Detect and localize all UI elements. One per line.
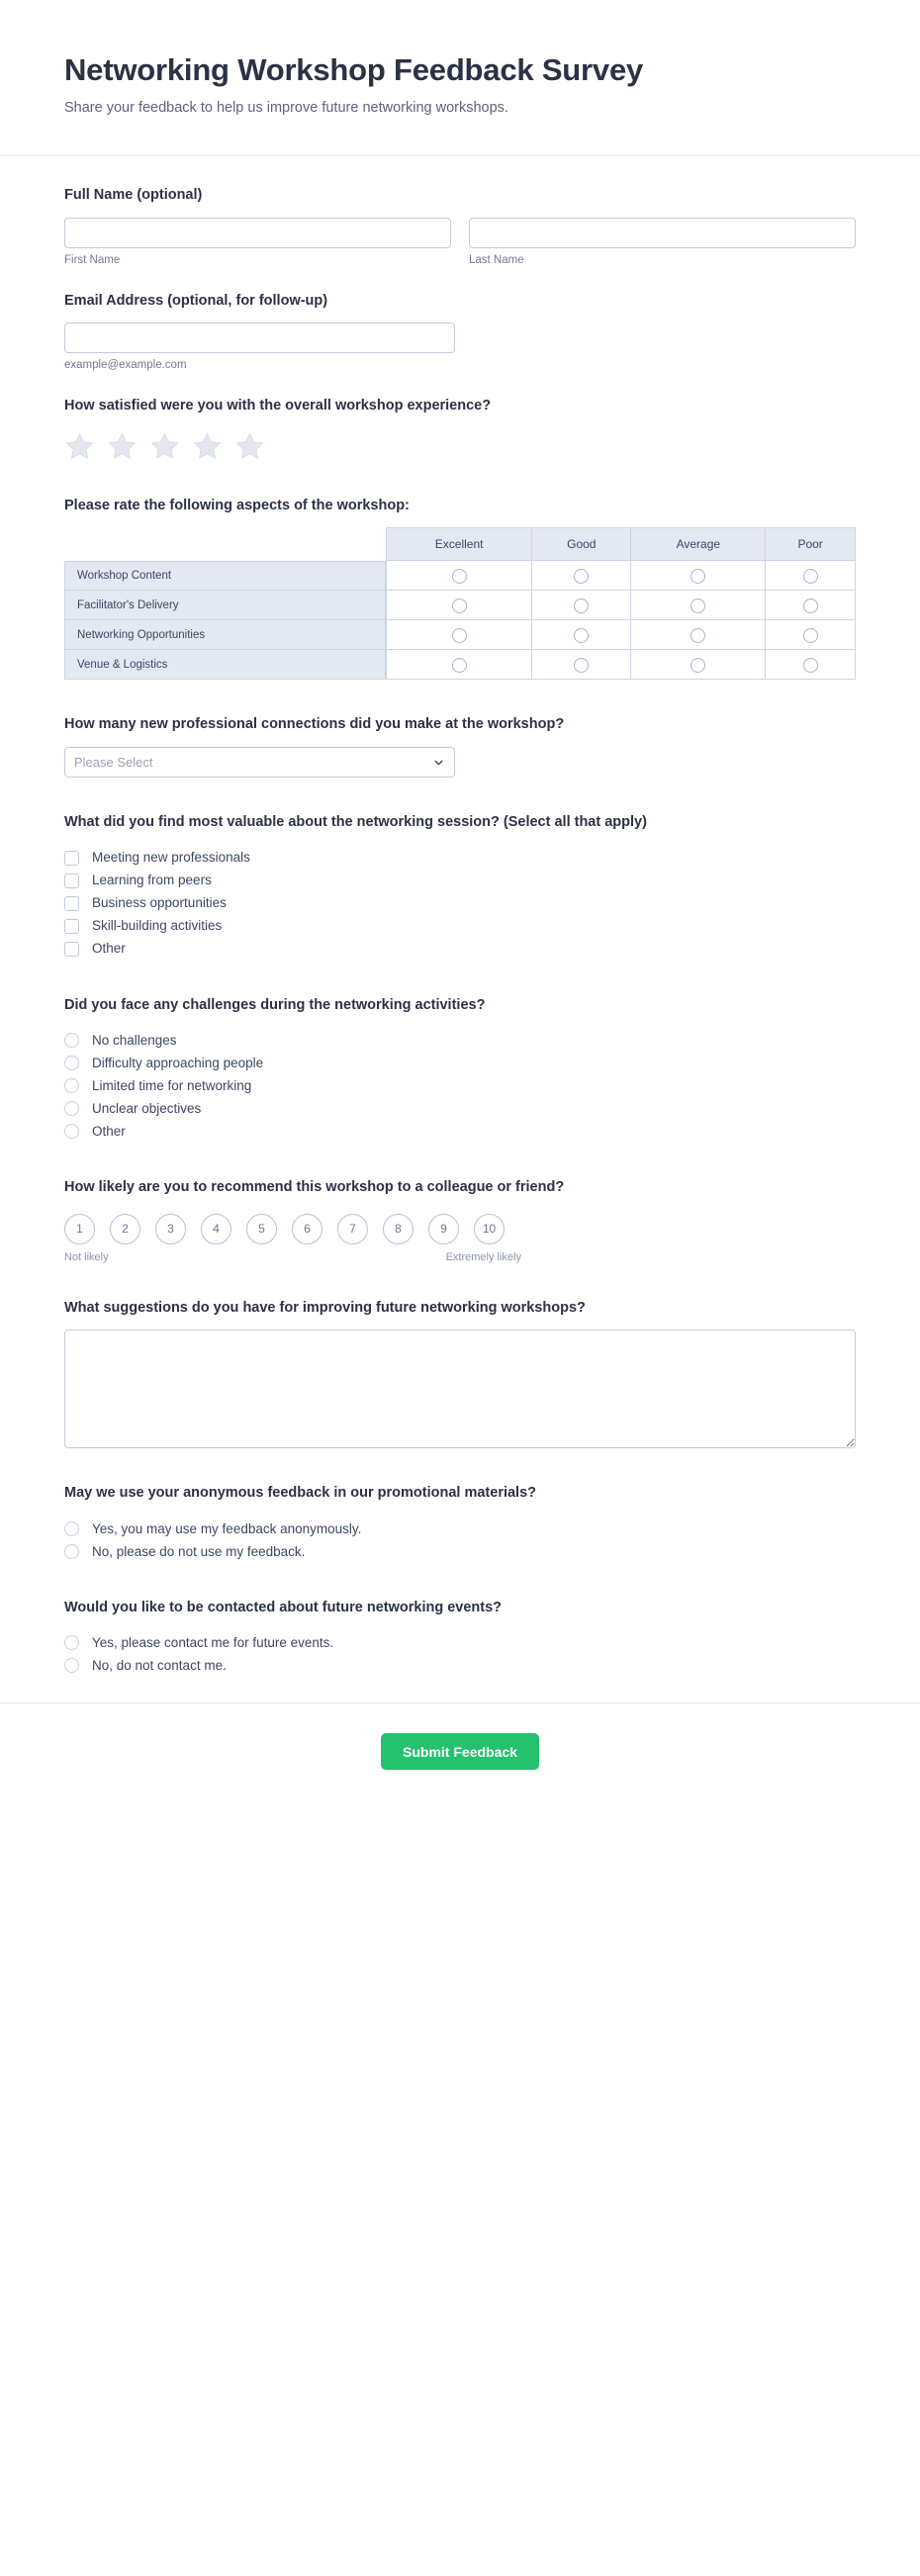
field-satisfaction-rating: [64, 397, 856, 461]
first-name-column: [64, 218, 451, 266]
checkbox-icon[interactable]: [64, 919, 79, 934]
email-column: [64, 322, 455, 371]
list-item[interactable]: [64, 1029, 856, 1052]
radio-icon[interactable]: [803, 569, 818, 584]
radio-icon[interactable]: [803, 628, 818, 643]
radio-label: Unclear objectives: [92, 1100, 202, 1116]
form-footer: [0, 1702, 920, 1807]
nps-high-label: Extremely likely: [445, 1250, 521, 1263]
contact-label: Would you like to be contacted about future networking events?: [64, 1599, 503, 1615]
radio-label: Yes, you may use my feedback anonymously.: [92, 1520, 362, 1536]
most-valuable-checkbox-group: [64, 845, 856, 961]
matrix-header: [64, 527, 856, 561]
radio-icon[interactable]: [64, 1124, 79, 1139]
email-label: Email Address (optional, for follow-up): [64, 292, 328, 309]
field-nps: [64, 1178, 856, 1263]
field-aspect-matrix: [64, 497, 856, 681]
matrix-cell-1-3[interactable]: [766, 591, 856, 620]
first-name-input[interactable]: [64, 218, 451, 248]
full-name-label: Full Name (optional): [64, 187, 203, 204]
last-name-sublabel: Last Name: [469, 253, 524, 266]
radio-icon[interactable]: [64, 1101, 79, 1116]
radio-icon[interactable]: [574, 628, 589, 643]
radio-icon[interactable]: [690, 569, 705, 584]
suggestions-textarea[interactable]: [64, 1330, 856, 1448]
radio-icon[interactable]: [64, 1635, 79, 1650]
matrix-col-average: Average: [631, 527, 766, 561]
matrix-col-poor: Poor: [766, 527, 856, 561]
matrix-row-label-2: Networking Opportunities: [64, 620, 386, 650]
matrix-header-row: [64, 527, 856, 561]
checkbox-label: Meeting new professionals: [92, 850, 250, 866]
page-title: Networking Workshop Feedback Survey: [64, 52, 644, 87]
list-item[interactable]: [64, 1120, 856, 1143]
checkbox-icon[interactable]: [64, 851, 79, 866]
form-header: [0, 0, 920, 156]
page-subtitle: Share your feedback to help us improve future networking workshops.: [64, 100, 508, 117]
matrix-col-good: Good: [532, 527, 631, 561]
checkbox-label: Other: [92, 941, 126, 957]
list-item[interactable]: [64, 1631, 856, 1654]
email-sublabel: example@example.com: [64, 359, 187, 372]
first-name-sublabel: First Name: [64, 253, 121, 266]
email-input[interactable]: [64, 322, 455, 353]
matrix-cell-0-2[interactable]: [631, 561, 766, 591]
rating-matrix-table: [64, 527, 856, 680]
list-item[interactable]: [64, 1518, 856, 1540]
matrix-table-wrapper: [64, 527, 856, 680]
star-icon-2[interactable]: [107, 430, 138, 461]
radio-label: Difficulty approaching people: [92, 1055, 264, 1070]
matrix-cell-0-1[interactable]: [532, 561, 631, 591]
nps-scale: [64, 1210, 856, 1263]
star-rating-group[interactable]: [64, 428, 856, 461]
radio-icon[interactable]: [452, 658, 467, 673]
radio-icon[interactable]: [803, 658, 818, 673]
radio-label: No challenges: [92, 1032, 177, 1048]
connections-label: How many new professional connections did you make at the workshop?: [64, 716, 565, 733]
list-item[interactable]: [64, 847, 856, 870]
radio-label: Limited time for networking: [92, 1077, 252, 1093]
nps-option-4[interactable]: 4: [201, 1214, 231, 1244]
star-icon-4[interactable]: [192, 430, 223, 461]
field-challenges: [64, 996, 856, 1144]
matrix-cell-2-2[interactable]: [631, 620, 766, 650]
table-row: [64, 561, 856, 591]
nps-option-3[interactable]: 3: [155, 1214, 186, 1244]
list-item[interactable]: [64, 915, 856, 938]
nps-options-row: [64, 1214, 856, 1244]
matrix-cell-0-3[interactable]: [766, 561, 856, 591]
nps-option-7[interactable]: 7: [337, 1214, 368, 1244]
radio-icon[interactable]: [452, 569, 467, 584]
radio-icon[interactable]: [452, 628, 467, 643]
radio-label: No, please do not use my feedback.: [92, 1543, 306, 1559]
star-icon-3[interactable]: [149, 430, 180, 461]
field-suggestions: [64, 1299, 856, 1449]
satisfaction-label: How satisfied were you with the overall workshop experience?: [64, 398, 492, 414]
matrix-cell-3-2[interactable]: [631, 650, 766, 680]
matrix-corner-cell: [64, 527, 386, 561]
checkbox-label: Learning from peers: [92, 873, 212, 888]
radio-label: No, do not contact me.: [92, 1658, 227, 1674]
radio-icon[interactable]: [574, 658, 589, 673]
star-icon-1[interactable]: [64, 430, 95, 461]
nps-option-8[interactable]: 8: [383, 1214, 414, 1244]
form-body: [0, 156, 920, 1677]
radio-label: Yes, please contact me for future events.: [92, 1635, 334, 1651]
radio-label: Other: [92, 1123, 126, 1139]
nps-option-1[interactable]: 1: [64, 1214, 95, 1244]
list-item[interactable]: [64, 1540, 856, 1563]
radio-icon[interactable]: [574, 598, 589, 613]
list-item[interactable]: [64, 1052, 856, 1074]
last-name-input[interactable]: [469, 218, 856, 248]
matrix-cell-3-1[interactable]: [532, 650, 631, 680]
promotional-label: May we use your anonymous feedback in our promotional materials?: [64, 1485, 536, 1502]
list-item[interactable]: [64, 892, 856, 915]
list-item[interactable]: [64, 870, 856, 892]
matrix-row-label-0: Workshop Content: [64, 561, 386, 591]
promotional-radio-group: [64, 1516, 856, 1563]
checkbox-icon[interactable]: [64, 874, 79, 888]
contact-radio-group: [64, 1629, 856, 1677]
list-item[interactable]: [64, 938, 856, 961]
matrix-cell-2-3[interactable]: [766, 620, 856, 650]
radio-icon[interactable]: [690, 658, 705, 673]
matrix-body: [64, 561, 856, 680]
table-row: [64, 620, 856, 650]
matrix-cell-3-3[interactable]: [766, 650, 856, 680]
radio-icon[interactable]: [64, 1658, 79, 1673]
last-name-column: [469, 218, 856, 266]
checkbox-label: Skill-building activities: [92, 918, 223, 934]
field-email: [64, 292, 856, 372]
radio-icon[interactable]: [690, 628, 705, 643]
checkbox-icon[interactable]: [64, 896, 79, 911]
field-full-name: [64, 186, 856, 266]
matrix-col-excellent: Excellent: [386, 527, 532, 561]
connections-select[interactable]: [64, 747, 455, 778]
matrix-label: Please rate the following aspects of the workshop:: [64, 497, 410, 513]
nps-legend: [64, 1251, 521, 1263]
radio-icon[interactable]: [64, 1056, 79, 1070]
table-row: [64, 650, 856, 680]
radio-icon[interactable]: [64, 1521, 79, 1536]
nps-option-6[interactable]: 6: [292, 1214, 322, 1244]
matrix-cell-1-2[interactable]: [631, 591, 766, 620]
star-icon-5[interactable]: [234, 430, 265, 461]
radio-icon[interactable]: [574, 569, 589, 584]
nps-label: How likely are you to recommend this workshop to a colleague or friend?: [64, 1179, 565, 1196]
field-most-valuable: [64, 813, 856, 961]
field-future-contact: [64, 1599, 856, 1678]
matrix-cell-1-1[interactable]: [532, 591, 631, 620]
matrix-cell-3-0[interactable]: [386, 650, 532, 680]
matrix-row-label-3: Venue & Logistics: [64, 650, 386, 680]
matrix-cell-1-0[interactable]: [386, 591, 532, 620]
submit-feedback-button[interactable]: Submit Feedback: [381, 1733, 539, 1770]
list-item[interactable]: [64, 1074, 856, 1097]
challenges-radio-group: [64, 1027, 856, 1143]
challenges-label: Did you face any challenges during the networking activities?: [64, 996, 486, 1013]
radio-icon[interactable]: [64, 1078, 79, 1093]
field-promotional-use: [64, 1484, 856, 1563]
nps-option-5[interactable]: 5: [246, 1214, 277, 1244]
matrix-cell-0-0[interactable]: [386, 561, 532, 591]
radio-icon[interactable]: [452, 598, 467, 613]
radio-icon[interactable]: [64, 1544, 79, 1559]
matrix-cell-2-1[interactable]: [532, 620, 631, 650]
nps-option-9[interactable]: 9: [428, 1214, 459, 1244]
radio-icon[interactable]: [64, 1033, 79, 1048]
matrix-cell-2-0[interactable]: [386, 620, 532, 650]
matrix-row-label-1: Facilitator's Delivery: [64, 591, 386, 620]
connections-select-wrapper: [64, 747, 455, 778]
checkbox-label: Business opportunities: [92, 895, 227, 911]
list-item[interactable]: [64, 1097, 856, 1120]
nps-low-label: Not likely: [64, 1250, 109, 1263]
connections-select-value: Please Select: [74, 755, 153, 770]
radio-icon[interactable]: [690, 598, 705, 613]
nps-option-2[interactable]: 2: [110, 1214, 140, 1244]
radio-icon[interactable]: [803, 598, 818, 613]
list-item[interactable]: [64, 1654, 856, 1677]
field-connections: [64, 715, 856, 778]
suggestions-label: What suggestions do you have for improving future networking workshops?: [64, 1299, 586, 1316]
checkbox-icon[interactable]: [64, 942, 79, 957]
table-row: [64, 591, 856, 620]
nps-option-10[interactable]: 10: [474, 1214, 505, 1244]
most-valuable-label: What did you find most valuable about the networking session? (Select all that apply): [64, 814, 647, 830]
name-row: [64, 218, 856, 266]
